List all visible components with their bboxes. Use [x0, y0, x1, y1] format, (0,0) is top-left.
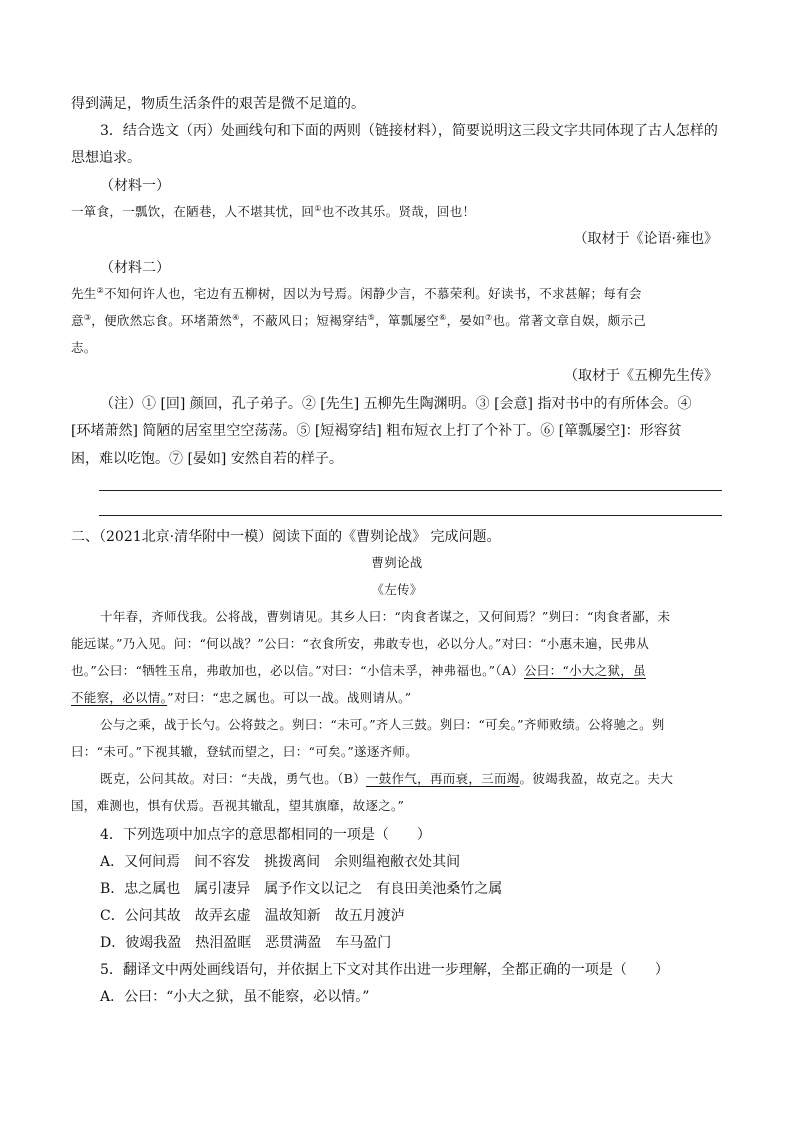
answer-line[interactable]	[99, 515, 722, 516]
passage-line: 能远谋。”乃入见。问：“何以战？”公曰：“衣食所安，弗敢专也，必以分人。”对曰：“小惠未遍，民弗从	[71, 636, 650, 651]
passage-line: 也。”公曰：“牺牲玉帛，弗敢加也，必以信。”对曰：“小信未孚，神弗福也。”（A）公曰：“小大之狱，虽	[71, 663, 646, 678]
passage-title: 曹刿论战	[371, 555, 423, 570]
material-2-text: 志。	[71, 340, 97, 355]
passage-line: 不能察，必以情。”对曰：“忠之属也。可以一战。战则请从。”	[71, 690, 412, 705]
notes-line: 困，难以吃饱。⑦ [晏如] 安然自若的样子。	[71, 451, 343, 467]
material-2-heading: （材料二）	[100, 260, 170, 276]
footnote-mark: ⑦	[485, 312, 493, 322]
option-c[interactable]: C．公问其故 故弄玄虚 温故知新 故五月渡泸	[100, 908, 405, 924]
text-line: 得到满足，物质生活条件的艰苦是微不足道的。	[71, 96, 365, 112]
footnote-mark: ②	[96, 285, 105, 295]
passage-line: 既克，公问其故。对曰：“夫战，勇气也。（B）一鼓作气，再而衰，三而竭。彼竭我盈，故克之。夫大	[100, 771, 674, 786]
passage-line: 曰：“未可。”下视其辙，登轼而望之，曰：“可矣。”遂逐齐师。	[71, 744, 419, 759]
option-a[interactable]: A．公曰：“小大之狱，虽不能察，必以情。”	[100, 989, 370, 1005]
footnote-mark: ⑤	[367, 312, 376, 322]
option-d[interactable]: D．彼竭我盈 热泪盈眶 恶贯满盈 车马盈门	[100, 935, 392, 951]
passage-line: 十年春，齐师伐我。公将战，曹刿请见。其乡人曰：“肉食者谋之，又何间焉？”刿曰：“肉食者鄙，未	[100, 609, 671, 624]
material-2-text: 意③，便欣然忘食。环堵萧然④，不蔽风日；短褐穿结⑤，箪瓢屡空⑥，晏如⑦也。常著文章自娱，颇示己	[71, 312, 647, 328]
notes-line: [环堵萧然] 简陋的居室里空空荡荡。⑤ [短褐穿结] 粗布短衣上打了个补丁。⑥ [箪瓢屡空]：形容贫	[71, 423, 682, 439]
question-4: 4．下列选项中加点字的意思都相同的一项是（ ）	[100, 827, 431, 843]
passage-line: 国，难测也，惧有伏焉。吾视其辙乱，望其旗靡，故逐之。”	[71, 798, 405, 813]
underlined-sentence-a: 公曰：“小大之狱，虽	[523, 663, 646, 678]
question-3: 3．结合选文（丙）处画线句和下面的两则（链接材料），简要说明这三段文字共同体现了古人怎样的	[100, 123, 718, 139]
footnote-mark: ④	[232, 312, 240, 322]
footnote-mark: ①	[314, 203, 322, 213]
material-2-text: 先生②不知何许人也，宅边有五柳树，因以为号焉。闲静少言，不慕荣利。好读书，不求甚解；每有会	[71, 285, 642, 301]
option-b[interactable]: B．忠之属也 属引凄异 属予作文以记之 有良田美池桑竹之属	[100, 881, 503, 897]
notes-line: （注）① [回] 颜回，孔子弟子。② [先生] 五柳先生陶渊明。③ [会意] 指对书中的有所体会。④	[100, 396, 692, 412]
underlined-sentence-b: 一鼓作气，再而衰，三而竭	[365, 771, 520, 786]
text-line: 思想追求。	[71, 150, 141, 166]
material-1-source: （取材于《论语·雍也》	[573, 231, 718, 247]
footnote-mark: ③	[83, 312, 92, 322]
section-2-heading: 二、（2021北京·清华附中一模）阅读下面的《曹刿论战》 完成问题。	[71, 529, 501, 545]
answer-line[interactable]	[99, 490, 722, 491]
underlined-sentence-a: 不能察，必以情。	[71, 690, 168, 705]
option-a[interactable]: A．又何间焉 间不容发 挑拨离间 余则缊袍敝衣处其间	[100, 854, 461, 870]
question-5: 5．翻译文中两处画线语句，并依据上下文对其作出进一步理解，全都正确的一项是（ ）	[100, 962, 669, 978]
footnote-mark: ⑥	[439, 312, 447, 322]
passage-author: 《左传》	[371, 582, 423, 597]
material-2-source: （取材于《五柳先生传》	[564, 368, 718, 384]
passage-line: 公与之乘，战于长勺。公将鼓之。刿曰：“未可。”齐人三鼓。刿曰：“可矣。”齐师败绩。公将驰之。刿	[100, 717, 665, 732]
material-1-text: 一箪食，一瓢饮，在陋巷，人不堪其忧，回①也不改其乐。贤哉，回也！	[71, 203, 476, 219]
material-1-heading: （材料一）	[100, 178, 170, 194]
